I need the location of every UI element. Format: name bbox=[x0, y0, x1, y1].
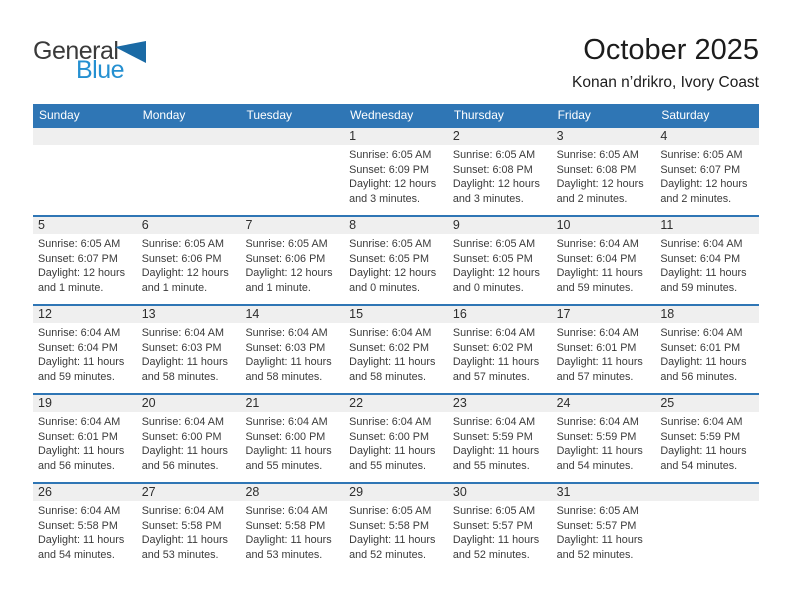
daylight-text-line2: and 1 minute. bbox=[141, 281, 208, 294]
day-number-29: 29 bbox=[349, 485, 364, 499]
day-number-16: 16 bbox=[452, 307, 467, 321]
sunset-text: Sunset: 5:58 PM bbox=[245, 519, 326, 532]
day-cell-20 bbox=[137, 412, 241, 482]
sunset-text: Sunset: 6:07 PM bbox=[38, 252, 118, 265]
calendar-grid bbox=[33, 104, 759, 571]
sunrise-text: Sunrise: 6:04 AM bbox=[452, 416, 536, 428]
daylight-text-line1: Daylight: 12 hours bbox=[349, 267, 437, 280]
daylight-text-line1: Daylight: 11 hours bbox=[452, 356, 540, 369]
day-cell-30 bbox=[448, 501, 552, 571]
sunrise-text: Sunrise: 6:04 AM bbox=[141, 327, 224, 339]
daylight-text-line1: Daylight: 11 hours bbox=[556, 445, 643, 458]
day-number-19: 19 bbox=[38, 396, 52, 410]
daylight-text-line1: Daylight: 11 hours bbox=[556, 534, 643, 547]
day-number-band bbox=[33, 217, 759, 234]
day-cell-4 bbox=[655, 145, 759, 215]
day-cell-21 bbox=[240, 412, 344, 482]
daylight-text-line1: Daylight: 11 hours bbox=[556, 267, 643, 280]
sunrise-text: Sunrise: 6:04 AM bbox=[38, 505, 121, 517]
sunset-text: Sunset: 5:59 PM bbox=[452, 430, 533, 443]
daylight-text-line2: and 53 minutes. bbox=[245, 548, 323, 561]
week-body bbox=[33, 501, 759, 571]
day-number-30: 30 bbox=[452, 485, 467, 499]
day-cell-5 bbox=[33, 234, 137, 304]
sunrise-text: Sunrise: 6:04 AM bbox=[660, 327, 743, 339]
sunset-text: Sunset: 6:00 PM bbox=[349, 430, 429, 443]
daylight-text-line2: and 57 minutes. bbox=[452, 370, 530, 383]
day-number-14: 14 bbox=[245, 307, 260, 321]
daylight-text-line2: and 53 minutes. bbox=[141, 548, 219, 561]
daylight-text-line1: Daylight: 12 hours bbox=[349, 178, 437, 191]
sunset-text: Sunset: 6:04 PM bbox=[38, 341, 118, 354]
day-number-22: 22 bbox=[349, 396, 364, 410]
sunset-text: Sunset: 6:05 PM bbox=[349, 252, 429, 265]
logo-text-blue: Blue bbox=[76, 56, 125, 84]
daylight-text-line1: Daylight: 11 hours bbox=[660, 356, 747, 369]
daylight-text-line2: and 2 minutes. bbox=[660, 192, 732, 205]
sunrise-text: Sunrise: 6:04 AM bbox=[660, 416, 743, 428]
week-body bbox=[33, 412, 759, 482]
sunrise-text: Sunrise: 6:04 AM bbox=[556, 416, 639, 428]
day-number-31: 31 bbox=[556, 485, 571, 499]
week-row-4 bbox=[33, 393, 759, 482]
sunrise-text: Sunrise: 6:05 AM bbox=[141, 238, 224, 250]
day-cell-31 bbox=[552, 501, 656, 571]
sunset-text: Sunset: 6:09 PM bbox=[349, 163, 429, 176]
daylight-text-line2: and 59 minutes. bbox=[556, 281, 634, 294]
sunset-text: Sunset: 5:58 PM bbox=[141, 519, 222, 532]
sunset-text: Sunset: 6:08 PM bbox=[556, 163, 637, 176]
day-number-7: 7 bbox=[245, 218, 253, 232]
weekday-header-tuesday: Tuesday bbox=[246, 108, 293, 122]
daylight-text-line1: Daylight: 11 hours bbox=[556, 356, 643, 369]
sunset-text: Sunset: 5:58 PM bbox=[349, 519, 429, 532]
week-row-2 bbox=[33, 215, 759, 304]
logo-triangle-icon bbox=[115, 41, 146, 63]
day-number-empty bbox=[655, 484, 759, 501]
weekday-header-friday: Friday bbox=[557, 108, 591, 122]
daylight-text-line2: and 3 minutes. bbox=[452, 192, 524, 205]
day-cell-24 bbox=[552, 412, 656, 482]
sunrise-text: Sunrise: 6:05 AM bbox=[349, 238, 432, 250]
day-number-empty bbox=[240, 128, 344, 145]
sunrise-text: Sunrise: 6:04 AM bbox=[245, 505, 328, 517]
daylight-text-line1: Daylight: 12 hours bbox=[452, 267, 540, 280]
sunrise-text: Sunrise: 6:05 AM bbox=[660, 149, 743, 161]
day-cell-empty bbox=[33, 145, 137, 215]
daylight-text-line1: Daylight: 11 hours bbox=[349, 534, 436, 547]
sunrise-text: Sunrise: 6:05 AM bbox=[452, 238, 536, 250]
day-number-24: 24 bbox=[556, 396, 571, 410]
day-cell-15 bbox=[344, 323, 448, 393]
week-row-5 bbox=[33, 482, 759, 571]
sunset-text: Sunset: 5:59 PM bbox=[660, 430, 741, 443]
daylight-text-line1: Daylight: 11 hours bbox=[141, 445, 228, 458]
day-number-band bbox=[33, 395, 759, 412]
daylight-text-line1: Daylight: 12 hours bbox=[141, 267, 229, 280]
day-cell-11 bbox=[655, 234, 759, 304]
sunset-text: Sunset: 6:06 PM bbox=[245, 252, 326, 265]
daylight-text-line2: and 58 minutes. bbox=[141, 370, 219, 383]
daylight-text-line1: Daylight: 11 hours bbox=[452, 534, 540, 547]
sunrise-text: Sunrise: 6:05 AM bbox=[38, 238, 121, 250]
sunset-text: Sunset: 6:01 PM bbox=[556, 341, 637, 354]
daylight-text-line1: Daylight: 11 hours bbox=[245, 534, 332, 547]
day-number-17: 17 bbox=[556, 307, 571, 321]
sunset-text: Sunset: 6:01 PM bbox=[38, 430, 118, 443]
day-number-2: 2 bbox=[452, 129, 460, 143]
sunset-text: Sunset: 6:00 PM bbox=[141, 430, 222, 443]
sunset-text: Sunset: 6:05 PM bbox=[452, 252, 533, 265]
daylight-text-line2: and 57 minutes. bbox=[556, 370, 634, 383]
daylight-text-line2: and 52 minutes. bbox=[556, 548, 634, 561]
daylight-text-line2: and 56 minutes. bbox=[141, 459, 219, 472]
sunrise-text: Sunrise: 6:05 AM bbox=[349, 505, 432, 517]
location-subtitle: Konan n’drikro, Ivory Coast bbox=[572, 74, 759, 91]
day-cell-14 bbox=[240, 323, 344, 393]
week-row-3 bbox=[33, 304, 759, 393]
day-number-10: 10 bbox=[556, 218, 571, 232]
day-cell-2 bbox=[448, 145, 552, 215]
week-body bbox=[33, 145, 759, 215]
logo-text-general: General bbox=[33, 37, 119, 65]
day-cell-22 bbox=[344, 412, 448, 482]
sunrise-text: Sunrise: 6:04 AM bbox=[141, 505, 224, 517]
sunrise-text: Sunrise: 6:05 AM bbox=[556, 149, 639, 161]
week-body bbox=[33, 234, 759, 304]
sunset-text: Sunset: 6:06 PM bbox=[141, 252, 222, 265]
daylight-text-line2: and 0 minutes. bbox=[349, 281, 420, 294]
day-number-3: 3 bbox=[556, 129, 564, 143]
day-cell-17 bbox=[552, 323, 656, 393]
daylight-text-line2: and 54 minutes. bbox=[38, 548, 115, 561]
week-row-1 bbox=[33, 126, 759, 215]
sunrise-text: Sunrise: 6:04 AM bbox=[141, 416, 224, 428]
day-number-empty bbox=[33, 128, 137, 145]
sunset-text: Sunset: 6:04 PM bbox=[556, 252, 637, 265]
sunrise-text: Sunrise: 6:04 AM bbox=[349, 416, 432, 428]
day-cell-26 bbox=[33, 501, 137, 571]
daylight-text-line1: Daylight: 11 hours bbox=[452, 445, 540, 458]
sunset-text: Sunset: 6:02 PM bbox=[452, 341, 533, 354]
day-number-band bbox=[33, 128, 759, 145]
weekday-header-wednesday: Wednesday bbox=[350, 108, 414, 122]
sunset-text: Sunset: 5:58 PM bbox=[38, 519, 118, 532]
sunrise-text: Sunrise: 6:04 AM bbox=[245, 327, 328, 339]
day-cell-empty bbox=[240, 145, 344, 215]
day-number-20: 20 bbox=[141, 396, 156, 410]
day-number-21: 21 bbox=[245, 396, 260, 410]
sunrise-text: Sunrise: 6:04 AM bbox=[38, 416, 121, 428]
day-cell-16 bbox=[448, 323, 552, 393]
daylight-text-line1: Daylight: 11 hours bbox=[349, 445, 436, 458]
daylight-text-line2: and 56 minutes. bbox=[38, 459, 115, 472]
daylight-text-line2: and 59 minutes. bbox=[38, 370, 115, 383]
sunset-text: Sunset: 5:57 PM bbox=[452, 519, 533, 532]
sunset-text: Sunset: 6:03 PM bbox=[141, 341, 222, 354]
daylight-text-line1: Daylight: 12 hours bbox=[660, 178, 748, 191]
sunrise-text: Sunrise: 6:05 AM bbox=[452, 149, 536, 161]
daylight-text-line1: Daylight: 11 hours bbox=[245, 445, 332, 458]
sunrise-text: Sunrise: 6:05 AM bbox=[245, 238, 328, 250]
day-cell-27 bbox=[137, 501, 241, 571]
sunset-text: Sunset: 5:59 PM bbox=[556, 430, 637, 443]
day-number-5: 5 bbox=[38, 218, 45, 232]
day-cell-7 bbox=[240, 234, 344, 304]
day-cell-18 bbox=[655, 323, 759, 393]
day-cell-10 bbox=[552, 234, 656, 304]
daylight-text-line2: and 59 minutes. bbox=[660, 281, 738, 294]
sunrise-text: Sunrise: 6:04 AM bbox=[245, 416, 328, 428]
day-number-8: 8 bbox=[349, 218, 357, 232]
daylight-text-line2: and 3 minutes. bbox=[349, 192, 420, 205]
daylight-text-line2: and 1 minute. bbox=[245, 281, 311, 294]
day-number-empty bbox=[137, 128, 241, 145]
daylight-text-line2: and 54 minutes. bbox=[660, 459, 738, 472]
daylight-text-line2: and 1 minute. bbox=[38, 281, 104, 294]
daylight-text-line1: Daylight: 11 hours bbox=[660, 267, 747, 280]
daylight-text-line1: Daylight: 11 hours bbox=[349, 356, 436, 369]
day-number-25: 25 bbox=[660, 396, 675, 410]
daylight-text-line1: Daylight: 11 hours bbox=[141, 534, 228, 547]
daylight-text-line1: Daylight: 12 hours bbox=[38, 267, 126, 280]
general-blue-logo bbox=[33, 38, 153, 90]
daylight-text-line1: Daylight: 11 hours bbox=[245, 356, 332, 369]
daylight-text-line1: Daylight: 12 hours bbox=[452, 178, 540, 191]
daylight-text-line2: and 55 minutes. bbox=[245, 459, 323, 472]
day-number-26: 26 bbox=[38, 485, 52, 499]
month-title: October 2025 bbox=[583, 34, 759, 66]
daylight-text-line1: Daylight: 11 hours bbox=[141, 356, 228, 369]
day-cell-12 bbox=[33, 323, 137, 393]
daylight-text-line2: and 56 minutes. bbox=[660, 370, 738, 383]
weekday-header-row bbox=[33, 104, 759, 126]
sunset-text: Sunset: 5:57 PM bbox=[556, 519, 637, 532]
daylight-text-line2: and 55 minutes. bbox=[452, 459, 530, 472]
day-number-23: 23 bbox=[452, 396, 467, 410]
sunset-text: Sunset: 6:07 PM bbox=[660, 163, 741, 176]
daylight-text-line2: and 58 minutes. bbox=[349, 370, 426, 383]
daylight-text-line2: and 54 minutes. bbox=[556, 459, 634, 472]
day-cell-9 bbox=[448, 234, 552, 304]
day-cell-6 bbox=[137, 234, 241, 304]
day-cell-8 bbox=[344, 234, 448, 304]
day-number-15: 15 bbox=[349, 307, 364, 321]
daylight-text-line1: Daylight: 11 hours bbox=[38, 356, 125, 369]
day-cell-empty bbox=[137, 145, 241, 215]
day-number-1: 1 bbox=[349, 129, 357, 143]
weekday-header-monday: Monday bbox=[142, 108, 186, 122]
daylight-text-line2: and 55 minutes. bbox=[349, 459, 426, 472]
day-cell-25 bbox=[655, 412, 759, 482]
daylight-text-line2: and 2 minutes. bbox=[556, 192, 628, 205]
day-cell-3 bbox=[552, 145, 656, 215]
sunrise-text: Sunrise: 6:04 AM bbox=[38, 327, 121, 339]
week-body bbox=[33, 323, 759, 393]
day-number-band bbox=[33, 484, 759, 501]
day-cell-empty bbox=[655, 501, 759, 571]
day-number-4: 4 bbox=[660, 129, 668, 143]
day-number-6: 6 bbox=[141, 218, 149, 232]
day-cell-28 bbox=[240, 501, 344, 571]
sunset-text: Sunset: 6:01 PM bbox=[660, 341, 741, 354]
daylight-text-line2: and 58 minutes. bbox=[245, 370, 323, 383]
day-number-27: 27 bbox=[141, 485, 156, 499]
day-cell-29 bbox=[344, 501, 448, 571]
sunset-text: Sunset: 6:08 PM bbox=[452, 163, 533, 176]
sunrise-text: Sunrise: 6:04 AM bbox=[556, 327, 639, 339]
sunset-text: Sunset: 6:00 PM bbox=[245, 430, 326, 443]
day-number-12: 12 bbox=[38, 307, 52, 321]
weekday-header-thursday: Thursday bbox=[453, 108, 504, 122]
day-cell-23 bbox=[448, 412, 552, 482]
daylight-text-line1: Daylight: 11 hours bbox=[38, 534, 125, 547]
sunrise-text: Sunrise: 6:05 AM bbox=[556, 505, 639, 517]
daylight-text-line1: Daylight: 11 hours bbox=[660, 445, 747, 458]
day-number-band bbox=[33, 306, 759, 323]
day-number-18: 18 bbox=[660, 307, 675, 321]
sunset-text: Sunset: 6:04 PM bbox=[660, 252, 741, 265]
weekday-header-sunday: Sunday bbox=[39, 108, 80, 122]
day-number-9: 9 bbox=[452, 218, 460, 232]
sunrise-text: Sunrise: 6:04 AM bbox=[349, 327, 432, 339]
day-number-13: 13 bbox=[141, 307, 156, 321]
daylight-text-line1: Daylight: 11 hours bbox=[38, 445, 125, 458]
daylight-text-line1: Daylight: 12 hours bbox=[556, 178, 644, 191]
day-cell-19 bbox=[33, 412, 137, 482]
sunrise-text: Sunrise: 6:05 AM bbox=[349, 149, 432, 161]
daylight-text-line2: and 52 minutes. bbox=[349, 548, 426, 561]
day-cell-13 bbox=[137, 323, 241, 393]
daylight-text-line2: and 52 minutes. bbox=[452, 548, 530, 561]
daylight-text-line2: and 0 minutes. bbox=[452, 281, 524, 294]
sunrise-text: Sunrise: 6:04 AM bbox=[660, 238, 743, 250]
day-number-11: 11 bbox=[660, 218, 674, 232]
day-cell-1 bbox=[344, 145, 448, 215]
sunset-text: Sunset: 6:03 PM bbox=[245, 341, 326, 354]
sunrise-text: Sunrise: 6:04 AM bbox=[452, 327, 536, 339]
day-number-28: 28 bbox=[245, 485, 260, 499]
sunrise-text: Sunrise: 6:04 AM bbox=[556, 238, 639, 250]
sunrise-text: Sunrise: 6:05 AM bbox=[452, 505, 536, 517]
daylight-text-line1: Daylight: 12 hours bbox=[245, 267, 333, 280]
weekday-header-saturday: Saturday bbox=[661, 108, 710, 122]
sunset-text: Sunset: 6:02 PM bbox=[349, 341, 429, 354]
